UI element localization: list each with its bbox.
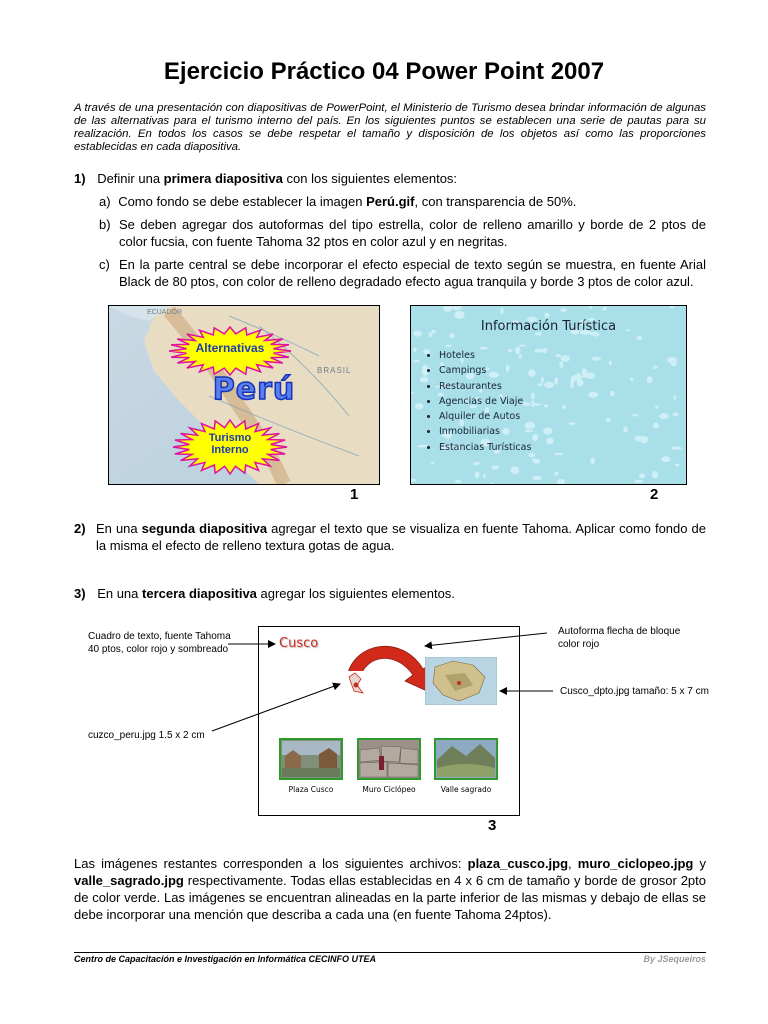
footer-left: Centro de Capacitación e Investigación en Informática CECINFO UTEA (74, 954, 377, 964)
water-drop (582, 368, 587, 376)
water-drop (483, 474, 486, 478)
water-drop (473, 462, 480, 465)
water-drop (671, 447, 681, 450)
water-drop (577, 373, 581, 376)
info-list (411, 348, 531, 455)
annotation-cuzco-peru: cuzco_peru.jpg 1.5 x 2 cm (88, 730, 205, 741)
water-drop (443, 306, 452, 312)
water-drop (531, 459, 538, 462)
point-1a-post: , con transparencia de 50%. (414, 194, 577, 209)
water-drop (570, 381, 574, 389)
water-drop (577, 379, 584, 386)
closing-file-1: plaza_cusco.jpg (467, 856, 569, 871)
water-drop (636, 336, 642, 341)
water-drop (532, 434, 538, 442)
point-1a (99, 193, 706, 210)
point-2-post: agregar el texto que se visualiza en fuente Tahoma. Aplicar como fondo de la misma el efecto de relleno textura gotas de agua. (96, 521, 706, 553)
water-drop (554, 472, 558, 476)
annotation-pointer-lines (0, 600, 768, 780)
info-list-item: • Agencias de Viaje (439, 394, 531, 409)
water-drop (452, 306, 462, 311)
water-drop (561, 308, 567, 312)
point-2-text (96, 520, 706, 554)
water-drop (652, 471, 658, 479)
water-drop (456, 312, 460, 314)
water-drop (556, 354, 562, 357)
water-drop (455, 480, 462, 483)
water-drop (430, 462, 434, 464)
star-label-line-2: Interno (211, 444, 249, 456)
water-drop (519, 345, 525, 347)
water-drop (544, 313, 549, 318)
water-drop (659, 413, 668, 419)
water-drop (655, 406, 659, 409)
point-1b-label: b) (99, 217, 111, 232)
water-drop (603, 307, 607, 311)
point-2-bold: segunda diapositiva (141, 521, 268, 536)
water-drop (647, 376, 653, 383)
point-3-bold: tercera diapositiva (142, 586, 257, 601)
water-drop (673, 412, 679, 416)
water-drop (541, 377, 544, 384)
water-drop (544, 382, 554, 388)
info-list-item: • Restaurantes (439, 379, 531, 394)
slide-2-number: 2 (650, 486, 659, 503)
water-drop (634, 480, 643, 483)
water-drop (475, 472, 480, 478)
water-drop (531, 400, 534, 407)
water-drop (610, 391, 615, 397)
caption-plaza-cusco: Plaza Cusco (288, 785, 334, 794)
water-drop (490, 483, 493, 484)
water-drop (543, 427, 552, 434)
water-drop (673, 395, 676, 399)
water-drop (630, 378, 634, 381)
water-drop (637, 436, 645, 442)
water-drop (491, 465, 499, 469)
water-drop (445, 345, 452, 348)
closing-text-2: , (568, 856, 578, 871)
water-drop (546, 438, 554, 445)
wordart-peru: Perú (212, 372, 296, 407)
water-drop (531, 393, 535, 400)
point-1c-label: c) (99, 257, 110, 272)
annotation-cusco-dpto: Cusco_dpto.jpg tamaño: 5 x 7 cm (560, 686, 709, 697)
water-drop (561, 355, 570, 362)
point-1-bold: primera diapositiva (163, 171, 283, 186)
water-drop (449, 333, 454, 338)
water-drop (653, 422, 659, 428)
slide-3-number: 3 (488, 817, 497, 834)
water-drop (669, 306, 675, 308)
closing-paragraph (74, 855, 706, 923)
point-1a-pre: Como fondo se debe establecer la imagen (118, 194, 367, 209)
info-list-item: • Inmobiliarias (439, 424, 531, 439)
slide-1 (108, 305, 380, 485)
water-drop (653, 366, 658, 369)
water-drop (411, 479, 416, 482)
water-drop (559, 362, 563, 369)
annotation-textbox: Cuadro de texto, fuente Tahoma 40 ptos, color rojo y sombreado (88, 631, 231, 655)
water-drop (454, 311, 465, 319)
info-list-item: • Hoteles (439, 348, 531, 363)
closing-text-4: respectivamente. Todas ellas establecidas en 4 x 6 cm de tamaño y borde de grosor 2pto de color verde. Las imágenes se encuentran alineadas en la parte inferior de las mismas y debajo de ellas se debe incorporar una mención que describa a cada una (en fuente Tahoma 24ptos). (74, 873, 706, 922)
page-title: Ejercicio Práctico 04 Power Point 2007 (163, 58, 605, 85)
point-3-number: 3) (74, 586, 86, 601)
water-drop (557, 479, 565, 484)
water-drop (623, 426, 628, 432)
closing-text-1: Las imágenes restantes corresponden a los siguientes archivos: (74, 856, 468, 871)
map-label-ecuador: ECUADOR (147, 309, 183, 316)
annotation-arrow: Autoforma flecha de bloque color rojo (558, 626, 681, 650)
water-drop (661, 456, 670, 462)
point-1a-label: a) (99, 194, 111, 209)
water-drop (590, 457, 595, 464)
water-drop (667, 357, 677, 363)
water-drop (544, 404, 548, 407)
point-1-number: 1) (74, 171, 86, 186)
water-drop (631, 414, 638, 416)
star-label-turismo-interno (171, 432, 289, 456)
point-2-number: 2) (74, 521, 86, 536)
water-drop (510, 466, 519, 474)
slide-3-title: Cusco (279, 636, 319, 651)
water-drop (589, 306, 592, 309)
closing-text-3: y (693, 856, 706, 871)
point-2-pre: En una (96, 521, 142, 536)
water-drop (639, 473, 645, 478)
water-drop (537, 383, 543, 386)
water-drop (554, 377, 558, 384)
point-1 (74, 170, 706, 187)
map-label-brasil: BRASIL (317, 366, 352, 375)
water-drop (532, 476, 542, 480)
info-list-item: • Estancias Turísticas (439, 440, 531, 455)
water-drop (675, 464, 680, 467)
point-1c-text: En la parte central se debe incorporar el efecto especial de texto según se muestra, en fuente Arial Black de 80 ptos, con color de relleno degradado efecto agua tranquila y borde 3 ptos de color azul. (119, 257, 706, 289)
water-drop (580, 375, 590, 378)
caption-valle-sagrado: Valle sagrado (440, 785, 492, 794)
star-label-line-1: Turismo (208, 432, 252, 444)
water-drop (569, 422, 576, 425)
point-1-pre: Definir una (97, 171, 164, 186)
point-3-post: agregar los siguientes elementos. (256, 586, 455, 601)
info-list-item: • Alquiler de Autos (439, 409, 531, 424)
water-drop (609, 361, 612, 366)
info-list-item: • Campings (439, 363, 531, 378)
closing-file-3: valle_sagrado.jpg (74, 873, 184, 888)
slide-1-number: 1 (350, 486, 359, 503)
intro-paragraph: A través de una presentación con diapositivas de PowerPoint, el Ministerio de Turismo desea brindar información de algunas de las alternativas para el turismo interno del país. En los siguientes puntos se establecen una serie de pautas para su realización. En todos los casos se debe respetar el tamaño y disposición de los objetos así como las proporciones establecidas en cada diapositiva. (74, 102, 706, 153)
water-drop (534, 349, 543, 353)
footer-divider (74, 952, 706, 953)
water-drop (554, 453, 564, 456)
footer-right: By JSequeiros (643, 954, 706, 964)
slide-2 (410, 305, 687, 485)
point-3-pre: En una (97, 586, 143, 601)
point-1-post: con los siguientes elementos: (282, 171, 458, 186)
caption-muro-ciclopeo: Muro Ciclópeo (362, 785, 416, 794)
water-drop (562, 405, 566, 409)
point-1b-text: Se deben agregar dos autoformas del tipo estrella, color de relleno amarillo y borde de 2 ptos de color fucsia, con fuente Tahoma 32 ptos en color azul y en negritas. (119, 217, 706, 249)
water-drop (592, 357, 601, 361)
closing-file-2: muro_ciclopeo.jpg (577, 856, 694, 871)
star-label-alternativas: Alternativas (195, 341, 265, 355)
water-drop (606, 418, 611, 422)
water-drop (500, 308, 503, 314)
point-1a-bold: Perú.gif (366, 194, 415, 209)
water-drop (588, 392, 598, 398)
slide-2-title: Información Turística (480, 319, 617, 334)
